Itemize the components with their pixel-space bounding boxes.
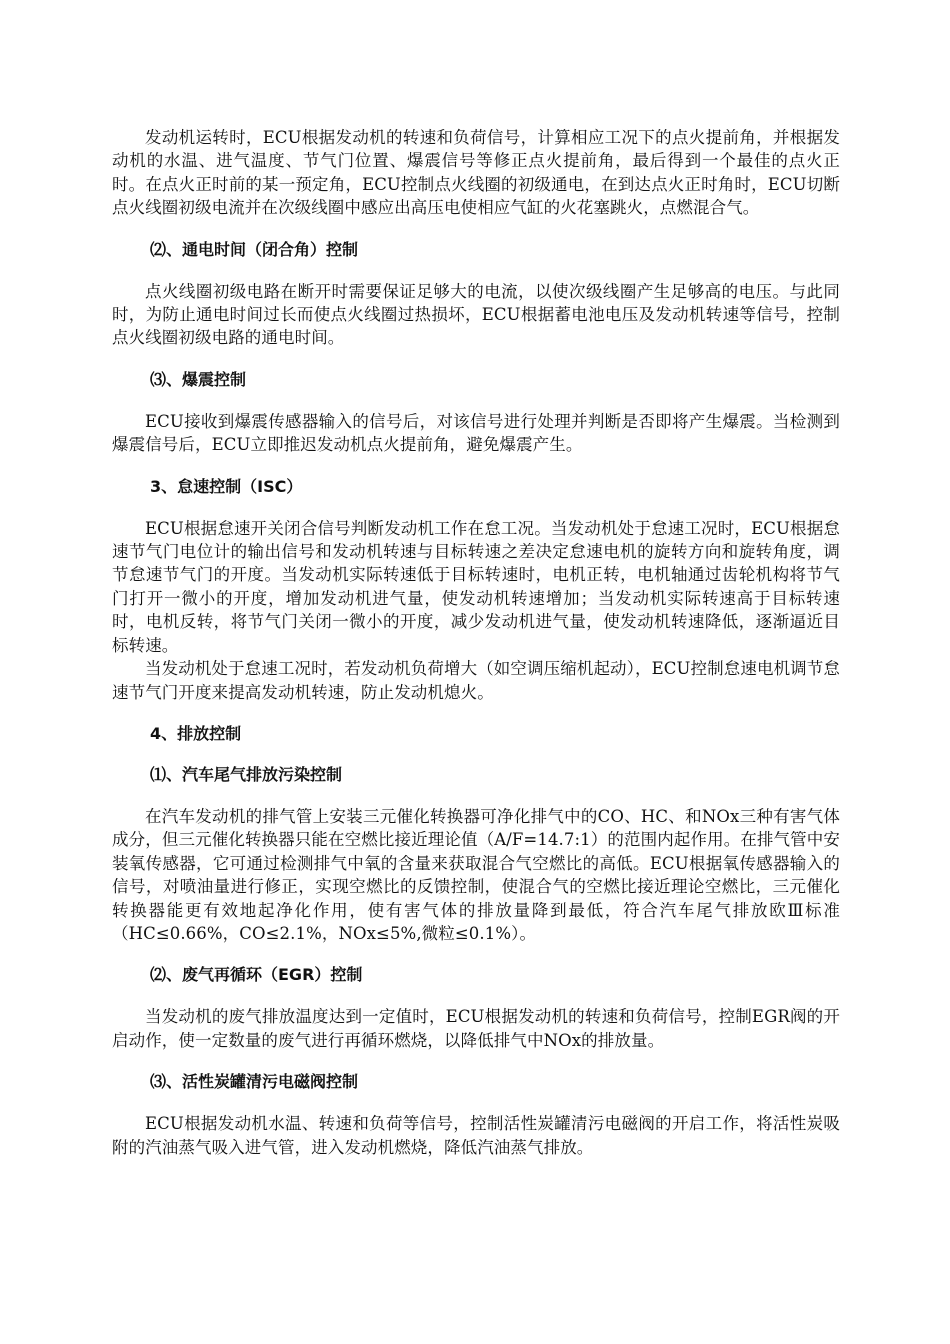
paragraph-egr-control: 当发动机的废气排放温度达到一定值时，ECU根据发动机的转速和负荷信号，控制EGR阀的开启动作，使一定数量的废气进行再循环燃烧，以降低排气中NOx的排放量。	[112, 1007, 840, 1050]
document-page	[112, 126, 840, 1159]
heading-canister-purge: ⑶、活性炭罐清污电磁阀控制	[150, 1072, 359, 1092]
heading-emission-control: 4、排放控制	[150, 723, 242, 743]
heading-exhaust-pollution: ⑴、汽车尾气排放污染控制	[150, 764, 343, 784]
paragraph-knock-control: ECU接收到爆震传感器输入的信号后，对该信号进行处理并判断是否即将产生爆震。当检测到爆震信号后，ECU立即推迟发动机点火提前角，避免爆震产生。	[112, 411, 840, 455]
paragraph-exhaust-pollution: 在汽车发动机的排气管上安装三元催化转换器可净化排气中的CO、HC、和NOx三种有害气体成分，但三元催化转换器只能在空燃比接近理论值（A/F=14.7:1）的范围内起作用。在排气管中安装氧传感器，它可通过检测排气中氧的含量来获取混合气空燃比的高低。ECU根据氧传感器输入的信号，对喷油量进行修正，实现空燃比的反馈控制，使混合气的空燃比接近理论空燃比，三元催化转换器能更有效地起净化作用，使有害气体的排放量降到最低，符合汽车尾气排放欧Ⅲ标准（HC≤0.66%，CO≤2.1%，NOx≤5%,微粒≤0.1%）。	[112, 806, 840, 943]
heading-idle-control: 3、怠速控制（ISC）	[150, 476, 303, 496]
paragraph-dwell-control: 点火线圈初级电路在断开时需要保证足够大的电流，以使次级线圈产生足够高的电压。与此同时，为防止通电时间过长而使点火线圈过热损坏，ECU根据蓄电池电压及发动机转速等信号，控制点火线圈初级电路的通电时间。	[112, 281, 840, 348]
heading-dwell-control: ⑵、通电时间（闭合角）控制	[150, 239, 359, 259]
paragraph-canister-purge: ECU根据发动机水温、转速和负荷等信号，控制活性炭罐清污电磁阀的开启工作，将活性炭吸附的汽油蒸气吸入进气管，进入发动机燃烧，降低汽油蒸气排放。	[112, 1114, 840, 1157]
paragraph-idle-control: ECU根据怠速开关闭合信号判断发动机工作在怠工况。当发动机处于怠速工况时，ECU根据怠速节气门电位计的输出信号和发动机转速与目标转速之差决定怠速电机的旋转方向和旋转角度，调节怠速节气门的开度。当发动机实际转速低于目标转速时，电机正转，电机轴通过齿轮机构将节气门打开一微小的开度，增加发动机进气量，使发动机转速增加；当发动机实际转速高于目标转速时，电机反转，将节气门关闭一微小的开度，减少发动机进气量，使发动机转速降低，逐渐逼近目标转速。	[112, 518, 840, 655]
heading-knock-control: ⑶、爆震控制	[150, 369, 247, 389]
paragraph-ignition-timing: 发动机运转时，ECU根据发动机的转速和负荷信号，计算相应工况下的点火提前角，并根据发动机的水温、进气温度、节气门位置、爆震信号等修正点火提前角，最后得到一个最佳的点火正时。在点火正时前的某一预定角，ECU控制点火线圈的初级通电，在到达点火正时角时，ECU切断点火线圈初级电流并在次级线圈中感应出高压电使相应气缸的火花塞跳火，点燃混合气。	[112, 128, 840, 218]
paragraph-idle-load: 当发动机处于怠速工况时，若发动机负荷增大（如空调压缩机起动），ECU控制怠速电机调节怠速节气门开度来提高发动机转速，防止发动机熄火。	[112, 659, 840, 702]
heading-egr-control: ⑵、废气再循环（EGR）控制	[150, 965, 363, 985]
